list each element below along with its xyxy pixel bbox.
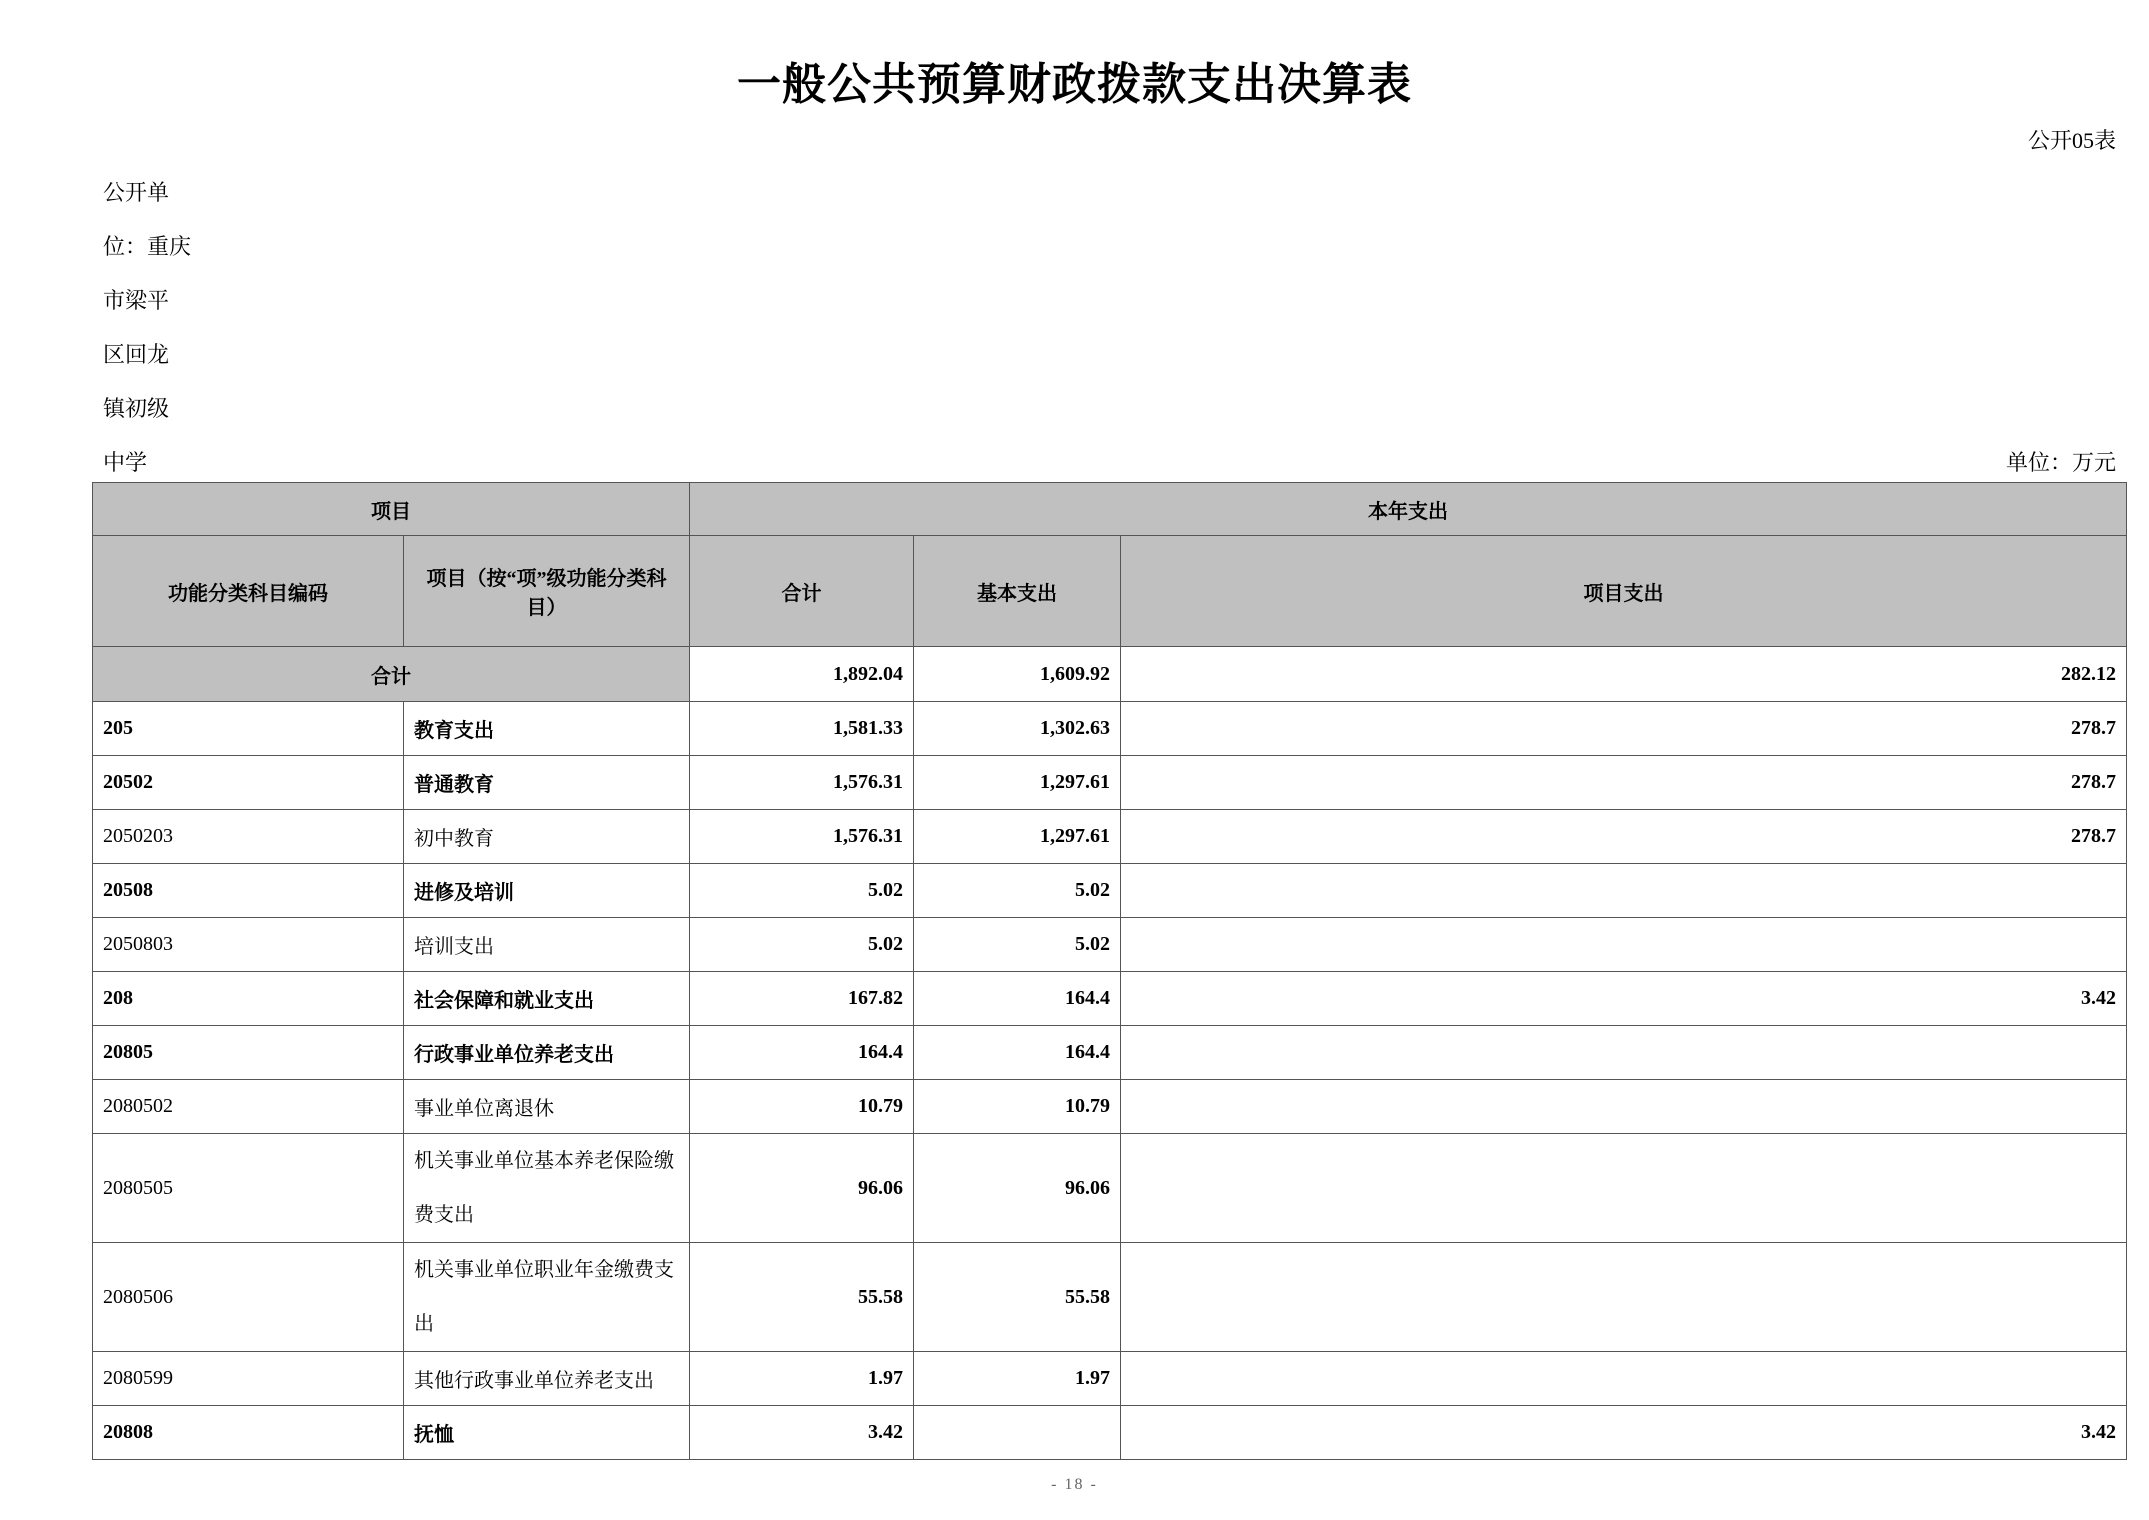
code-cell: 2080599 xyxy=(93,1352,404,1406)
item-name-cell: 其他行政事业单位养老支出 xyxy=(404,1352,690,1406)
table-row xyxy=(93,1026,2127,1080)
total-row xyxy=(93,647,2127,702)
header-basic: 基本支出 xyxy=(914,536,1121,647)
unit-line: 公开单 xyxy=(103,180,170,205)
header-total: 合计 xyxy=(690,536,914,647)
table-row xyxy=(93,1243,2127,1352)
total-cell: 1,576.31 xyxy=(690,810,914,864)
total-sum: 1,892.04 xyxy=(690,647,914,702)
table-row xyxy=(93,864,2127,918)
item-name-cell: 机关事业单位职业年金缴费支出 xyxy=(404,1243,690,1352)
total-cell: 1.97 xyxy=(690,1352,914,1406)
total-cell: 1,576.31 xyxy=(690,756,914,810)
total-cell: 3.42 xyxy=(690,1406,914,1460)
header-item: 项目 xyxy=(93,483,690,536)
project-cell: 3.42 xyxy=(1121,1406,2127,1460)
table-row xyxy=(93,1406,2127,1460)
header-item-name: 项目（按“项”级功能分类科目） xyxy=(404,536,690,647)
unit-line: 中学 xyxy=(103,450,148,475)
item-name-cell: 培训支出 xyxy=(404,918,690,972)
project-cell xyxy=(1121,1080,2127,1134)
code-cell: 2050803 xyxy=(93,918,404,972)
item-name-cell: 社会保障和就业支出 xyxy=(404,972,690,1026)
project-cell: 278.7 xyxy=(1121,810,2127,864)
header-code: 功能分类科目编码 xyxy=(93,536,404,647)
currency-unit: 单位：万元 xyxy=(2005,450,2116,475)
table-row xyxy=(93,1134,2127,1243)
code-cell: 20805 xyxy=(93,1026,404,1080)
basic-cell: 1.97 xyxy=(914,1352,1121,1406)
project-cell xyxy=(1121,918,2127,972)
unit-line: 镇初级 xyxy=(103,396,170,421)
basic-cell: 1,297.61 xyxy=(914,810,1121,864)
total-cell: 5.02 xyxy=(690,864,914,918)
basic-cell: 1,297.61 xyxy=(914,756,1121,810)
table-row xyxy=(93,918,2127,972)
code-cell: 20508 xyxy=(93,864,404,918)
code-cell: 20808 xyxy=(93,1406,404,1460)
unit-line: 区回龙 xyxy=(103,342,170,367)
item-name-cell: 普通教育 xyxy=(404,756,690,810)
page-number: - 18 - xyxy=(1051,1476,1098,1493)
code-cell: 2080502 xyxy=(93,1080,404,1134)
total-cell: 164.4 xyxy=(690,1026,914,1080)
code-cell: 205 xyxy=(93,702,404,756)
basic-cell: 1,302.63 xyxy=(914,702,1121,756)
project-cell: 278.7 xyxy=(1121,756,2127,810)
total-cell: 10.79 xyxy=(690,1080,914,1134)
total-basic: 1,609.92 xyxy=(914,647,1121,702)
header-project: 项目支出 xyxy=(1121,536,2127,647)
table-row xyxy=(93,756,2127,810)
table-row xyxy=(93,1352,2127,1406)
code-cell: 2080506 xyxy=(93,1243,404,1352)
item-name-cell: 教育支出 xyxy=(404,702,690,756)
item-name-cell: 进修及培训 xyxy=(404,864,690,918)
code-cell: 20502 xyxy=(93,756,404,810)
item-name-cell: 机关事业单位基本养老保险缴费支出 xyxy=(404,1134,690,1243)
project-cell xyxy=(1121,1243,2127,1352)
total-project: 282.12 xyxy=(1121,647,2127,702)
item-name-cell: 事业单位离退休 xyxy=(404,1080,690,1134)
basic-cell: 5.02 xyxy=(914,918,1121,972)
item-name-cell: 初中教育 xyxy=(404,810,690,864)
project-cell: 3.42 xyxy=(1121,972,2127,1026)
table-row xyxy=(93,702,2127,756)
table-row xyxy=(93,1080,2127,1134)
header-row-1 xyxy=(93,483,2127,536)
reporting-unit xyxy=(103,178,191,502)
basic-cell: 164.4 xyxy=(914,972,1121,1026)
total-cell: 55.58 xyxy=(690,1243,914,1352)
table-row xyxy=(93,810,2127,864)
basic-cell: 164.4 xyxy=(914,1026,1121,1080)
basic-cell: 55.58 xyxy=(914,1243,1121,1352)
project-cell xyxy=(1121,1134,2127,1243)
total-cell: 167.82 xyxy=(690,972,914,1026)
code-cell: 2080505 xyxy=(93,1134,404,1243)
total-cell: 96.06 xyxy=(690,1134,914,1243)
total-cell: 5.02 xyxy=(690,918,914,972)
project-cell xyxy=(1121,1026,2127,1080)
header-expense: 本年支出 xyxy=(690,483,2127,536)
basic-cell: 5.02 xyxy=(914,864,1121,918)
expenditure-table xyxy=(92,482,2127,1460)
table-row xyxy=(93,972,2127,1026)
item-name-cell: 抚恤 xyxy=(404,1406,690,1460)
total-cell: 1,581.33 xyxy=(690,702,914,756)
table-number: 公开05表 xyxy=(2027,128,2116,153)
project-cell xyxy=(1121,1352,2127,1406)
unit-line: 市梁平 xyxy=(103,288,170,313)
total-label: 合计 xyxy=(93,647,690,702)
basic-cell: 10.79 xyxy=(914,1080,1121,1134)
basic-cell: 96.06 xyxy=(914,1134,1121,1243)
basic-cell xyxy=(914,1406,1121,1460)
project-cell xyxy=(1121,864,2127,918)
code-cell: 208 xyxy=(93,972,404,1026)
unit-line: 位：重庆 xyxy=(103,234,192,259)
report-title: 一般公共预算财政拨款支出决算表 xyxy=(737,60,1412,109)
project-cell: 278.7 xyxy=(1121,702,2127,756)
header-row-2 xyxy=(93,536,2127,647)
code-cell: 2050203 xyxy=(93,810,404,864)
item-name-cell: 行政事业单位养老支出 xyxy=(404,1026,690,1080)
